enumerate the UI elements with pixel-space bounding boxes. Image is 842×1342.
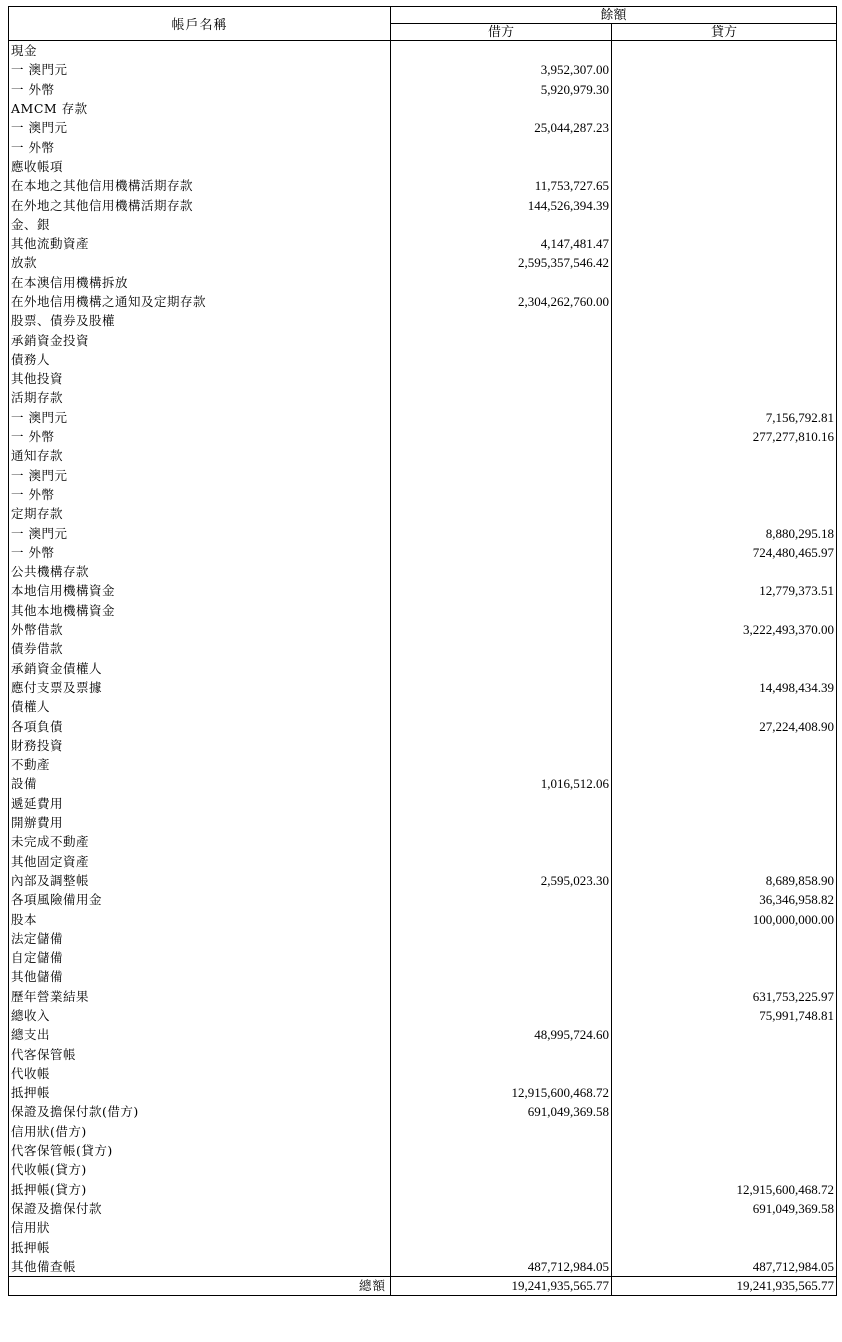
table-row [9, 659, 837, 678]
account-name-cell: 承銷資金投資 [9, 330, 391, 349]
credit-cell [612, 369, 837, 388]
credit-cell [612, 562, 837, 581]
debit-cell [391, 813, 612, 832]
credit-cell [612, 1083, 837, 1102]
balance-header: 餘額 [391, 7, 837, 24]
credit-cell [612, 1218, 837, 1237]
debit-cell [391, 832, 612, 851]
debit-cell: 2,595,023.30 [391, 871, 612, 890]
debit-cell [391, 485, 612, 504]
account-name-cell: 保證及擔保付款 [9, 1199, 391, 1218]
debit-cell [391, 273, 612, 292]
account-name-cell: 歷年營業結果 [9, 987, 391, 1006]
debit-cell [391, 909, 612, 928]
account-name-cell: 金、銀 [9, 215, 391, 234]
account-name-cell: 總支出 [9, 1025, 391, 1044]
debit-cell [391, 157, 612, 176]
credit-cell [612, 330, 837, 349]
debit-cell: 1,016,512.06 [391, 774, 612, 793]
table-row [9, 736, 837, 755]
account-name-cell: 未完成不動產 [9, 832, 391, 851]
table-row [9, 99, 837, 118]
debit-cell: 144,526,394.39 [391, 195, 612, 214]
debit-cell: 11,753,727.65 [391, 176, 612, 195]
table-row [9, 466, 837, 485]
account-name-cell: 債券借款 [9, 639, 391, 658]
credit-cell [612, 195, 837, 214]
credit-cell: 100,000,000.00 [612, 909, 837, 928]
account-name-cell: 股票、債券及股權 [9, 311, 391, 330]
table-row [9, 967, 837, 986]
account-name-cell: 債務人 [9, 350, 391, 369]
credit-cell: 12,915,600,468.72 [612, 1180, 837, 1199]
account-name-cell: 設備 [9, 774, 391, 793]
account-name-cell: 一 澳門元 [9, 60, 391, 79]
credit-cell [612, 948, 837, 967]
table-row [9, 813, 837, 832]
table-row [9, 1218, 837, 1237]
table-row [9, 408, 837, 427]
account-name-cell: 通知存款 [9, 446, 391, 465]
account-name-cell: 一 澳門元 [9, 466, 391, 485]
account-name-cell: 其他備查帳 [9, 1257, 391, 1277]
table-row [9, 678, 837, 697]
table-row [9, 871, 837, 890]
debit-cell: 5,920,979.30 [391, 80, 612, 99]
debit-cell [391, 41, 612, 61]
account-name-cell: 其他流動資產 [9, 234, 391, 253]
total-credit: 19,241,935,565.77 [612, 1277, 837, 1296]
credit-cell [612, 967, 837, 986]
table-row [9, 1064, 837, 1083]
table-footer [9, 1277, 837, 1296]
credit-cell: 27,224,408.90 [612, 716, 837, 735]
table-row [9, 273, 837, 292]
table-row [9, 427, 837, 446]
account-name-cell: 其他投資 [9, 369, 391, 388]
credit-cell [612, 1122, 837, 1141]
table-row [9, 1006, 837, 1025]
table-row [9, 504, 837, 523]
credit-cell: 75,991,748.81 [612, 1006, 837, 1025]
debit-cell [391, 620, 612, 639]
credit-cell: 8,689,858.90 [612, 871, 837, 890]
credit-cell [612, 234, 837, 253]
credit-cell [612, 755, 837, 774]
credit-cell [612, 1025, 837, 1044]
credit-cell [612, 794, 837, 813]
account-name-cell: 承銷資金債權人 [9, 659, 391, 678]
debit-cell [391, 137, 612, 156]
account-name-cell: 一 外幣 [9, 543, 391, 562]
debit-cell [391, 466, 612, 485]
credit-cell [612, 697, 837, 716]
debit-cell [391, 890, 612, 909]
credit-cell [612, 253, 837, 272]
account-name-cell: 一 外幣 [9, 485, 391, 504]
credit-cell: 3,222,493,370.00 [612, 620, 837, 639]
credit-cell [612, 485, 837, 504]
debit-cell [391, 1160, 612, 1179]
credit-cell: 487,712,984.05 [612, 1257, 837, 1277]
credit-cell [612, 813, 837, 832]
debit-cell [391, 1199, 612, 1218]
debit-cell [391, 504, 612, 523]
table-row [9, 253, 837, 272]
account-name-cell: 內部及調整帳 [9, 871, 391, 890]
credit-cell [612, 388, 837, 407]
table-row [9, 987, 837, 1006]
debit-cell [391, 581, 612, 600]
table-row [9, 137, 837, 156]
credit-cell [612, 215, 837, 234]
table-row [9, 948, 837, 967]
credit-cell [612, 1237, 837, 1256]
credit-cell: 691,049,369.58 [612, 1199, 837, 1218]
table-row [9, 581, 837, 600]
debit-cell [391, 311, 612, 330]
account-name-cell: 代收帳(貸方) [9, 1160, 391, 1179]
account-name-cell: 抵押帳 [9, 1237, 391, 1256]
credit-cell [612, 929, 837, 948]
table-row [9, 794, 837, 813]
credit-cell [612, 118, 837, 137]
debit-header: 借方 [391, 24, 612, 41]
credit-cell [612, 639, 837, 658]
debit-cell [391, 330, 612, 349]
table-row [9, 176, 837, 195]
table-row [9, 60, 837, 79]
account-name-cell: 抵押帳(貸方) [9, 1180, 391, 1199]
debit-cell [391, 369, 612, 388]
account-name-cell: 在外地信用機構之通知及定期存款 [9, 292, 391, 311]
debit-cell [391, 929, 612, 948]
account-name-cell: 債權人 [9, 697, 391, 716]
debit-cell [391, 678, 612, 697]
account-name-cell: 其他本地機構資金 [9, 601, 391, 620]
balance-sheet [8, 6, 836, 1296]
table-row [9, 1122, 837, 1141]
table-row [9, 755, 837, 774]
credit-cell [612, 41, 837, 61]
credit-cell [612, 1160, 837, 1179]
credit-cell [612, 601, 837, 620]
account-name-cell: 一 澳門元 [9, 408, 391, 427]
debit-cell [391, 755, 612, 774]
account-name-cell: 一 外幣 [9, 80, 391, 99]
debit-cell [391, 562, 612, 581]
account-name-cell: 各項負債 [9, 716, 391, 735]
debit-cell [391, 446, 612, 465]
debit-cell [391, 601, 612, 620]
table-header [9, 7, 837, 41]
debit-cell [391, 543, 612, 562]
account-name-cell: 現金 [9, 41, 391, 61]
debit-cell [391, 1237, 612, 1256]
table-row [9, 118, 837, 137]
table-row [9, 1160, 837, 1179]
account-name-cell: 其他固定資產 [9, 851, 391, 870]
account-name-cell: 自定儲備 [9, 948, 391, 967]
debit-cell [391, 1141, 612, 1160]
account-name-header: 帳戶名稱 [9, 7, 391, 41]
credit-cell [612, 80, 837, 99]
table-row [9, 292, 837, 311]
account-name-cell: 代收帳 [9, 1064, 391, 1083]
debit-cell [391, 215, 612, 234]
account-name-cell: 在本地之其他信用機構活期存款 [9, 176, 391, 195]
debit-cell [391, 851, 612, 870]
table-row [9, 562, 837, 581]
debit-cell: 2,304,262,760.00 [391, 292, 612, 311]
account-name-cell: 活期存款 [9, 388, 391, 407]
debit-cell [391, 1180, 612, 1199]
credit-cell: 724,480,465.97 [612, 543, 837, 562]
account-name-cell: 一 外幣 [9, 137, 391, 156]
debit-cell [391, 716, 612, 735]
credit-cell: 8,880,295.18 [612, 523, 837, 542]
table-row [9, 1180, 837, 1199]
debit-cell [391, 523, 612, 542]
credit-cell: 7,156,792.81 [612, 408, 837, 427]
debit-cell: 3,952,307.00 [391, 60, 612, 79]
table-row [9, 620, 837, 639]
debit-cell: 12,915,600,468.72 [391, 1083, 612, 1102]
table-row [9, 716, 837, 735]
account-name-cell: 保證及擔保付款(借方) [9, 1102, 391, 1121]
debit-cell [391, 1122, 612, 1141]
account-name-cell: 開辦費用 [9, 813, 391, 832]
account-name-cell: 放款 [9, 253, 391, 272]
credit-cell: 631,753,225.97 [612, 987, 837, 1006]
table-row [9, 1257, 837, 1277]
debit-cell: 25,044,287.23 [391, 118, 612, 137]
table-body [9, 41, 837, 1277]
table-row [9, 601, 837, 620]
credit-cell [612, 1044, 837, 1063]
account-name-cell: 各項風險備用金 [9, 890, 391, 909]
account-name-cell: 信用狀 [9, 1218, 391, 1237]
account-name-cell: AMCM 存款 [9, 99, 391, 118]
account-name-cell: 定期存款 [9, 504, 391, 523]
account-name-cell: 一 澳門元 [9, 523, 391, 542]
credit-cell [612, 504, 837, 523]
credit-cell: 14,498,434.39 [612, 678, 837, 697]
account-name-cell: 一 澳門元 [9, 118, 391, 137]
table-row [9, 639, 837, 658]
table-row [9, 80, 837, 99]
debit-cell [391, 794, 612, 813]
credit-cell [612, 273, 837, 292]
credit-cell: 12,779,373.51 [612, 581, 837, 600]
table-row [9, 215, 837, 234]
account-name-cell: 信用狀(借方) [9, 1122, 391, 1141]
table-row [9, 697, 837, 716]
debit-cell: 691,049,369.58 [391, 1102, 612, 1121]
account-name-cell: 在外地之其他信用機構活期存款 [9, 195, 391, 214]
credit-cell [612, 851, 837, 870]
table-row [9, 485, 837, 504]
table-row [9, 774, 837, 793]
debit-cell [391, 350, 612, 369]
credit-cell [612, 292, 837, 311]
account-name-cell: 外幣借款 [9, 620, 391, 639]
account-name-cell: 股本 [9, 909, 391, 928]
credit-cell [612, 176, 837, 195]
account-name-cell: 應付支票及票據 [9, 678, 391, 697]
credit-cell [612, 157, 837, 176]
account-name-cell: 遞延費用 [9, 794, 391, 813]
credit-header: 貸方 [612, 24, 837, 41]
account-name-cell: 代客保管帳(貸方) [9, 1141, 391, 1160]
account-name-cell: 一 外幣 [9, 427, 391, 446]
account-name-cell: 不動產 [9, 755, 391, 774]
account-name-cell: 在本澳信用機構拆放 [9, 273, 391, 292]
table-row [9, 446, 837, 465]
total-row [9, 1277, 837, 1296]
credit-cell: 36,346,958.82 [612, 890, 837, 909]
credit-cell [612, 60, 837, 79]
debit-cell [391, 99, 612, 118]
account-name-cell: 代客保管帳 [9, 1044, 391, 1063]
debit-cell [391, 1064, 612, 1083]
credit-cell [612, 1102, 837, 1121]
debit-cell [391, 388, 612, 407]
total-label: 總額 [9, 1277, 391, 1296]
debit-cell [391, 736, 612, 755]
table-row [9, 234, 837, 253]
account-name-cell: 財務投資 [9, 736, 391, 755]
table-row [9, 1025, 837, 1044]
account-name-cell: 其他儲備 [9, 967, 391, 986]
table-row [9, 1199, 837, 1218]
debit-cell: 4,147,481.47 [391, 234, 612, 253]
debit-cell [391, 1218, 612, 1237]
debit-cell [391, 948, 612, 967]
debit-cell [391, 1006, 612, 1025]
table-row [9, 1102, 837, 1121]
table-row [9, 890, 837, 909]
table-row [9, 350, 837, 369]
account-name-cell: 公共機構存款 [9, 562, 391, 581]
debit-cell [391, 967, 612, 986]
account-name-cell: 法定儲備 [9, 929, 391, 948]
credit-cell [612, 350, 837, 369]
account-name-cell: 抵押帳 [9, 1083, 391, 1102]
table-row [9, 157, 837, 176]
ledger-table [8, 6, 837, 1296]
total-debit: 19,241,935,565.77 [391, 1277, 612, 1296]
credit-cell [612, 446, 837, 465]
debit-cell [391, 659, 612, 678]
credit-cell [612, 832, 837, 851]
table-row [9, 1044, 837, 1063]
credit-cell [612, 311, 837, 330]
table-row [9, 929, 837, 948]
table-row [9, 1141, 837, 1160]
debit-cell: 487,712,984.05 [391, 1257, 612, 1277]
debit-cell [391, 1044, 612, 1063]
table-row [9, 311, 837, 330]
table-row [9, 1083, 837, 1102]
table-row [9, 523, 837, 542]
credit-cell [612, 137, 837, 156]
account-name-cell: 應收帳項 [9, 157, 391, 176]
credit-cell [612, 1141, 837, 1160]
debit-cell [391, 639, 612, 658]
credit-cell [612, 659, 837, 678]
credit-cell [612, 736, 837, 755]
account-name-cell: 本地信用機構資金 [9, 581, 391, 600]
table-row [9, 543, 837, 562]
table-row [9, 851, 837, 870]
debit-cell [391, 697, 612, 716]
debit-cell: 48,995,724.60 [391, 1025, 612, 1044]
credit-cell [612, 1064, 837, 1083]
debit-cell [391, 427, 612, 446]
account-name-cell: 總收入 [9, 1006, 391, 1025]
credit-cell [612, 466, 837, 485]
credit-cell [612, 774, 837, 793]
table-row [9, 330, 837, 349]
debit-cell [391, 987, 612, 1006]
table-row [9, 369, 837, 388]
table-row [9, 909, 837, 928]
table-row [9, 195, 837, 214]
credit-cell: 277,277,810.16 [612, 427, 837, 446]
table-row [9, 1237, 837, 1256]
table-row [9, 832, 837, 851]
debit-cell: 2,595,357,546.42 [391, 253, 612, 272]
debit-cell [391, 408, 612, 427]
credit-cell [612, 99, 837, 118]
table-row [9, 388, 837, 407]
table-row [9, 41, 837, 61]
